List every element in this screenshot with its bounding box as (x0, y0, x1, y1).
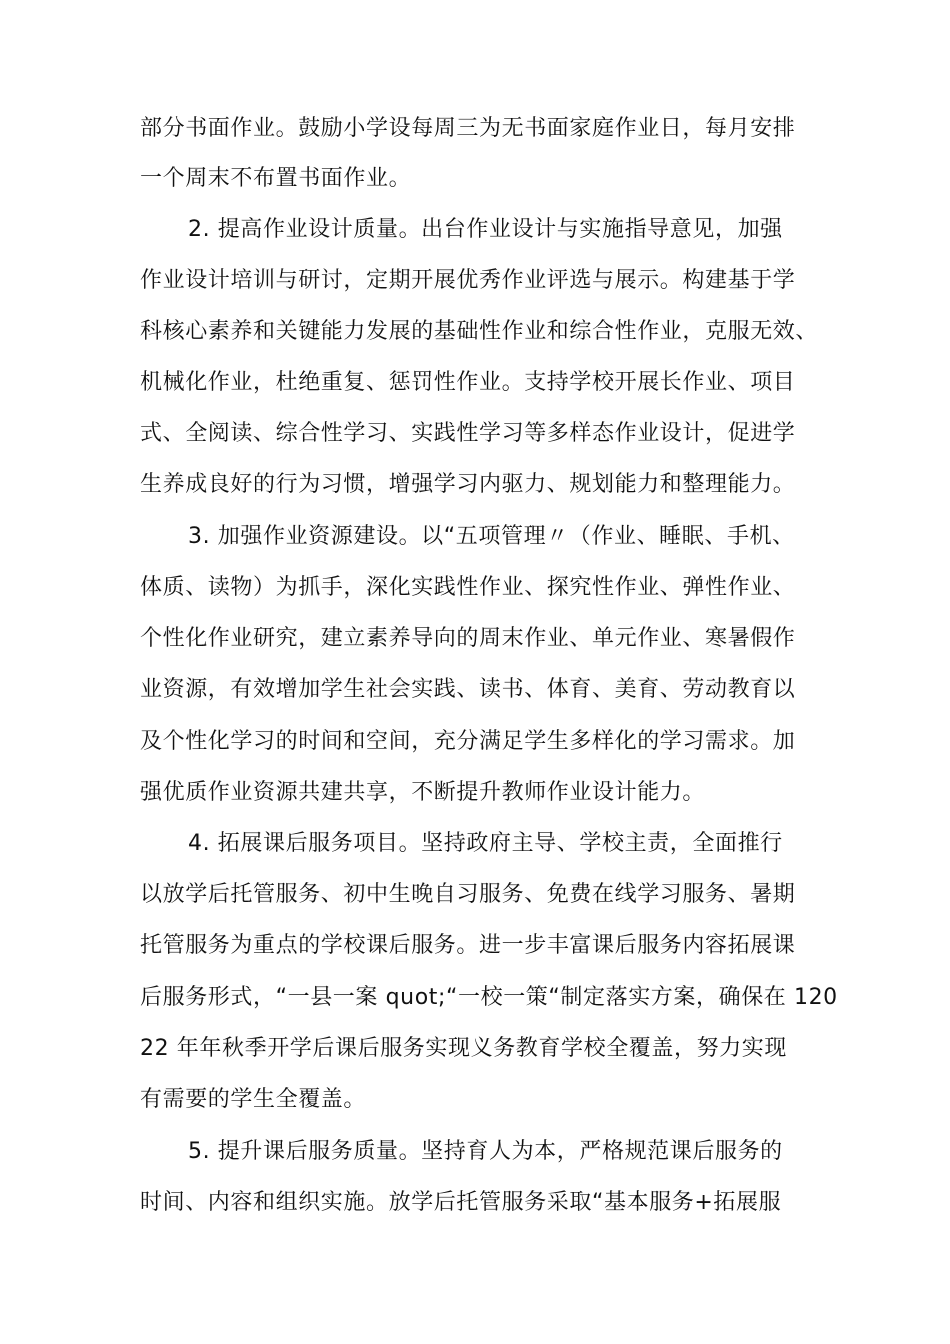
paragraph-line: 式、全阅读、综合性学习、实践性学习等多样态作业设计，促进学 (140, 421, 796, 446)
paragraph-line: 22 年年秋季开学后课后服务实现义务教育学校全覆盖，努力实现 (140, 1036, 787, 1061)
paragraph-line: 以放学后托管服务、初中生晚自习服务、免费在线学习服务、暑期 (140, 882, 796, 907)
paragraph-line: 后服务形式，“一县一案 quot;“一校一策“制定落实方案，确保在 120 (140, 985, 838, 1010)
paragraph-line: 科核心素养和关键能力发展的基础性作业和综合性作业，克服无效、 (140, 319, 819, 344)
paragraph-line: 个性化作业研究，建立素养导向的周末作业、单元作业、寒暑假作 (140, 626, 796, 651)
paragraph-4-first-line: 4. 拓展课后服务项目。坚持政府主导、学校主责，全面推行 (188, 831, 783, 856)
paragraph-2-first-line: 2. 提高作业设计质量。出台作业设计与实施指导意见，加强 (188, 217, 783, 242)
paragraph-line: 一个周末不布置书面作业。 (140, 166, 412, 191)
paragraph-line: 机械化作业，杜绝重复、惩罚性作业。支持学校开展长作业、项目 (140, 370, 796, 395)
paragraph-line: 部分书面作业。鼓励小学设每周三为无书面家庭作业日，每月安排 (140, 116, 796, 141)
paragraph-line: 有需要的学生全覆盖。 (140, 1087, 367, 1112)
paragraph-line: 体质、读物）为抓手，深化实践性作业、探究性作业、弹性作业、 (140, 575, 796, 600)
paragraph-line: 托管服务为重点的学校课后服务。进一步丰富课后服务内容拓展课 (140, 933, 796, 958)
paragraph-line: 业资源，有效增加学生社会实践、读书、体育、美育、劳动教育以 (140, 677, 796, 702)
paragraph-line: 生养成良好的行为习惯，增强学习内驱力、规划能力和整理能力。 (140, 472, 796, 497)
paragraph-line: 强优质作业资源共建共享，不断提升教师作业设计能力。 (140, 780, 706, 805)
paragraph-line: 作业设计培训与研讨，定期开展优秀作业评选与展示。构建基于学 (140, 268, 796, 293)
paragraph-line: 及个性化学习的时间和空间，充分满足学生多样化的学习需求。加 (140, 729, 796, 754)
paragraph-line: 时间、内容和组织实施。放学后托管服务采取“基本服务+拓展服 (140, 1190, 782, 1215)
paragraph-5-first-line: 5. 提升课后服务质量。坚持育人为本，严格规范课后服务的 (188, 1139, 783, 1164)
paragraph-3-first-line: 3. 加强作业资源建设。以“五项管理〃（作业、睡眠、手机、 (188, 524, 795, 549)
